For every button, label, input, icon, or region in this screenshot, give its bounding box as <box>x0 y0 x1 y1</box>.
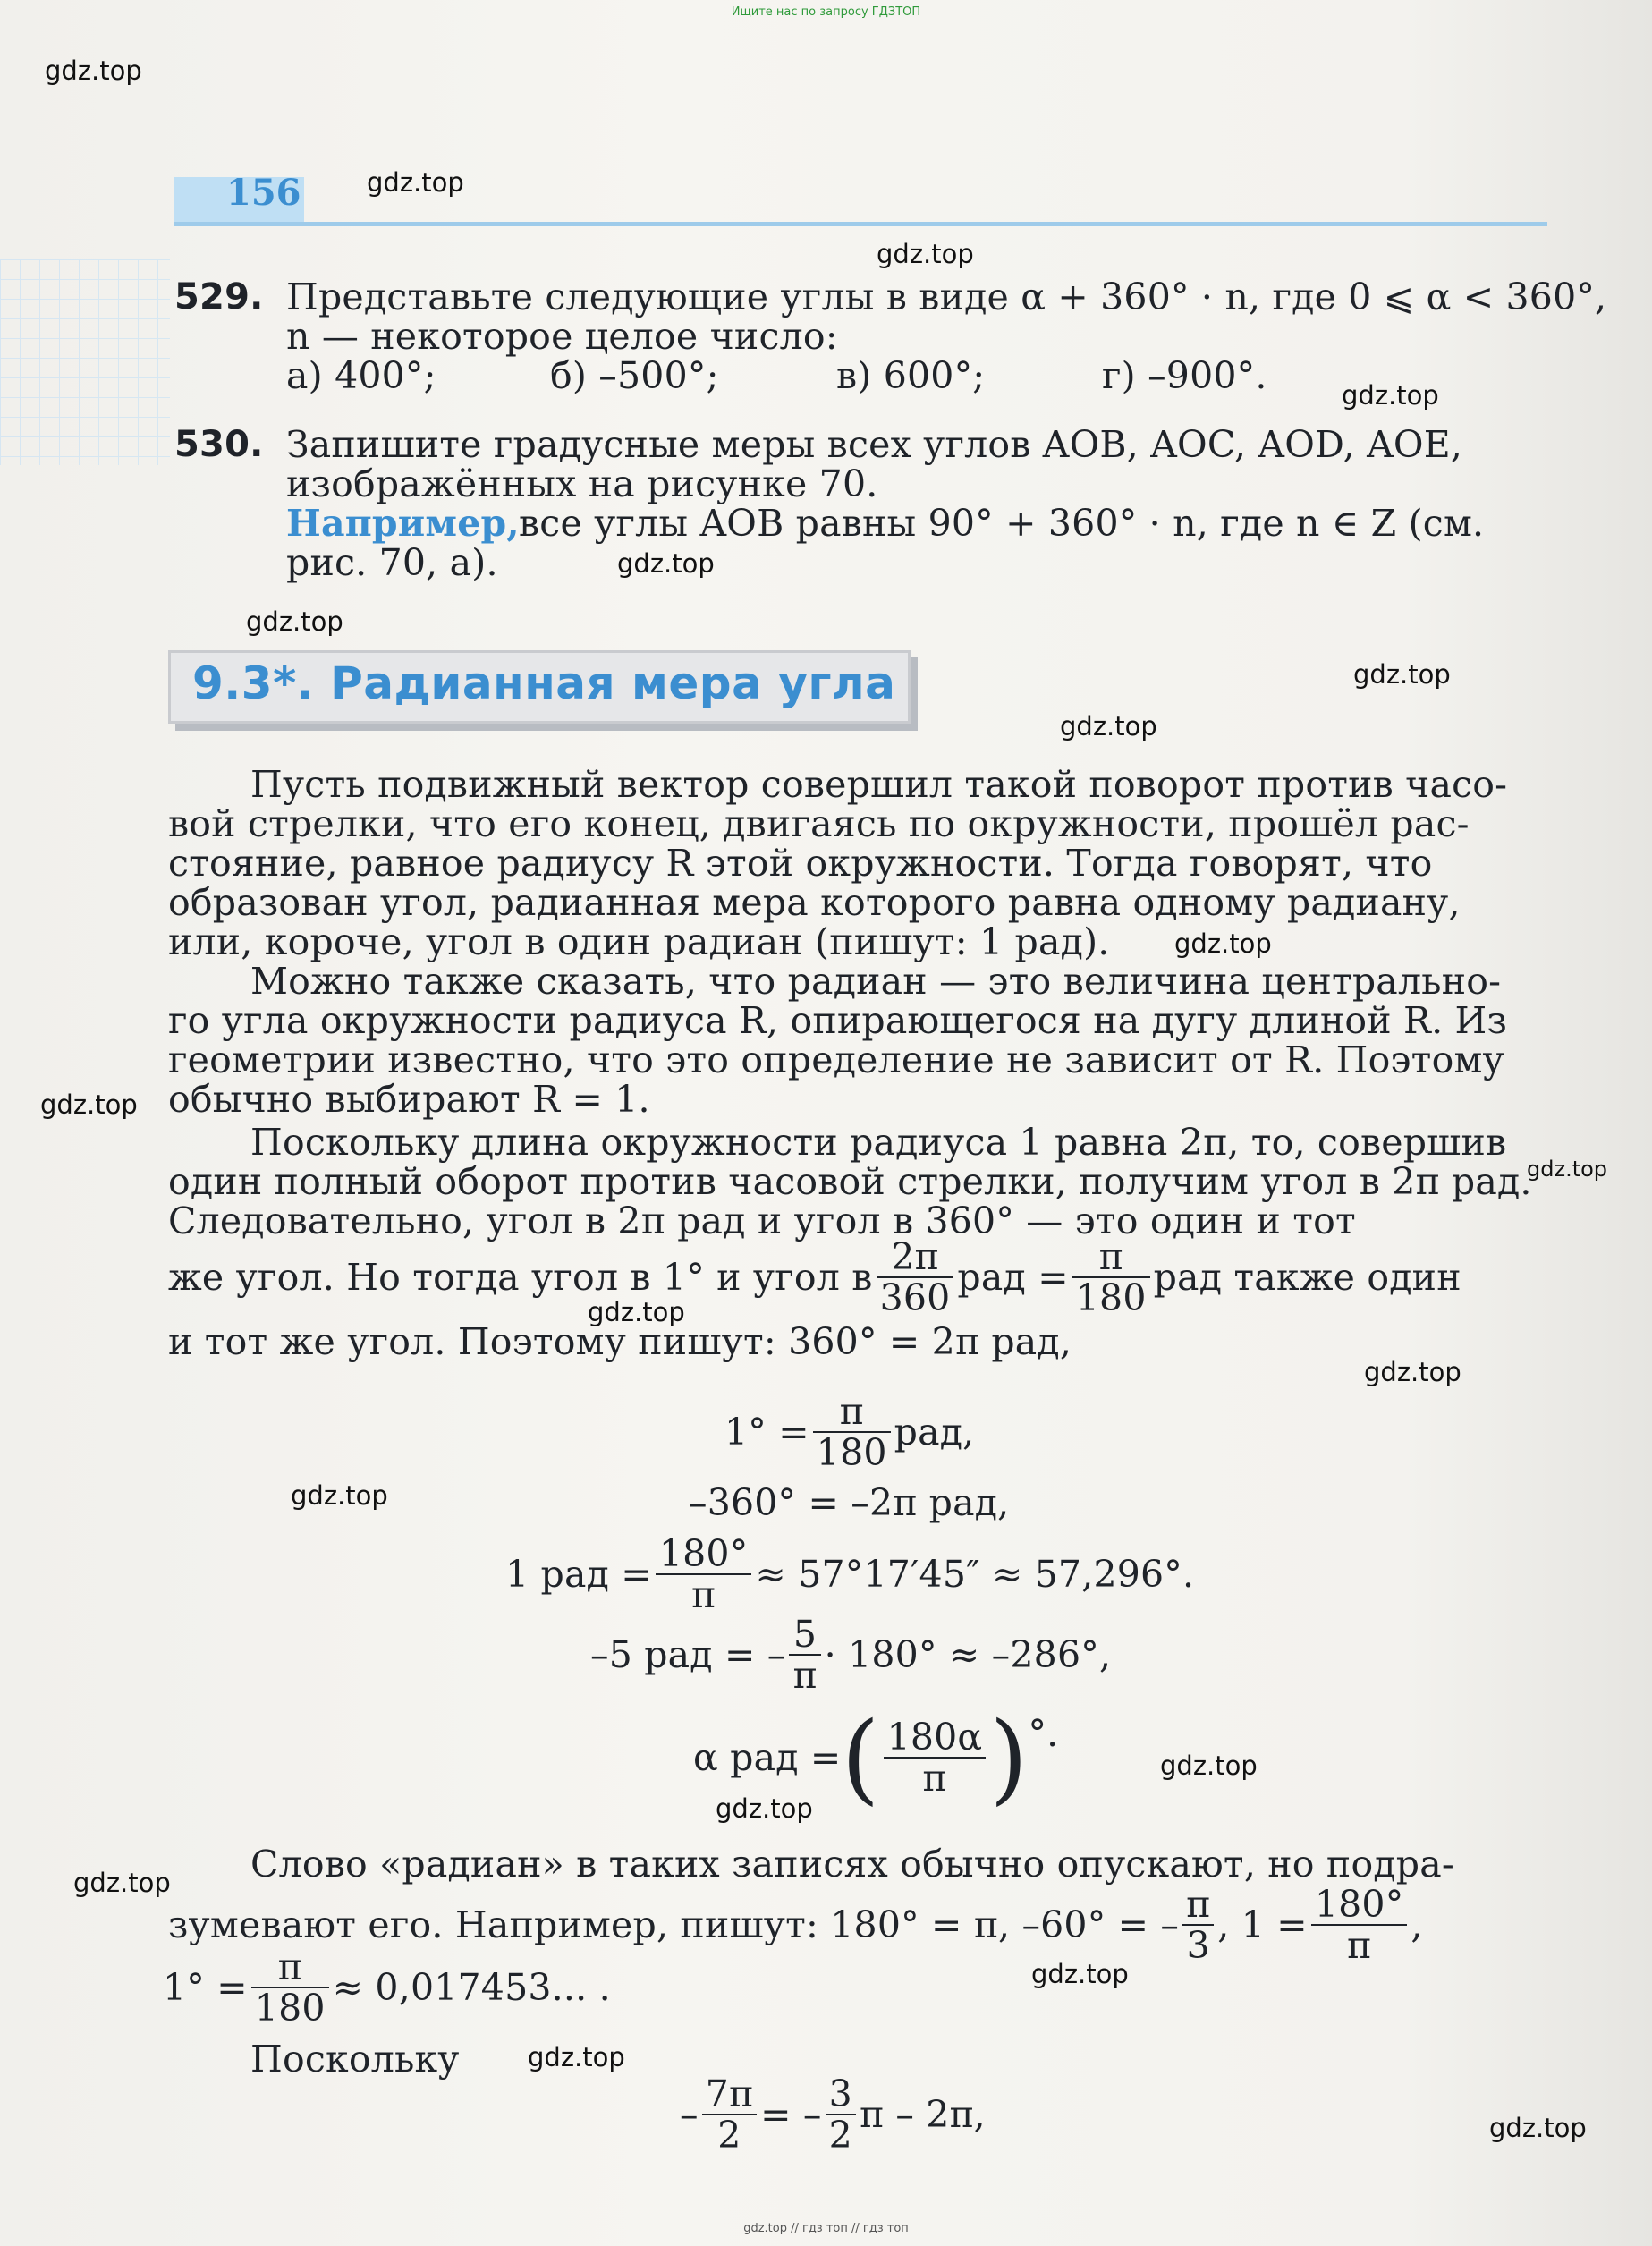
p1-line5: или, короче, угол в один радиан (пишут: 1 рад). <box>168 920 1110 963</box>
p4-line3: 1° = $\frac{\pi}{180}$ ≈ 0,017453... . <box>163 1945 611 2030</box>
watermark: gdz.top <box>73 1868 171 1898</box>
page-number: 156 <box>226 172 301 214</box>
watermark: gdz.top <box>716 1793 813 1824</box>
watermark: gdz.top <box>1342 380 1439 411</box>
watermark: gdz.top <box>1174 928 1272 959</box>
fraction-5-pi: $\frac{5}{\pi}$ <box>789 1615 820 1695</box>
watermark: gdz.top <box>1160 1750 1258 1781</box>
p3-line5: и тот же угол. Поэтому пишут: 360° = 2π рад, <box>168 1320 1072 1363</box>
fraction-pi-3: $\frac{\pi}{3}$ <box>1182 1885 1214 1965</box>
fraction-180deg-pi-2: $\frac{180^\circ}{\pi}$ <box>1311 1885 1408 1965</box>
p3-line4-mid: рад = <box>957 1256 1069 1299</box>
watermark: gdz.top <box>1353 659 1451 690</box>
formula-1: 1° = $\frac{\pi}{180}$ рад, <box>724 1390 975 1474</box>
formula-3: 1 рад = $\frac{180^\circ}{\pi}$ ≈ 57°17′45″ ≈ 57,296°. <box>505 1532 1195 1616</box>
exercise-529-line1: Представьте следующие углы в виде α + 360° · n, где 0 ⩽ α < 360°, <box>286 275 1607 318</box>
fraction-pi-180-p4: $\frac{\pi}{180}$ <box>251 1947 329 2028</box>
watermark: gdz.top <box>877 239 974 269</box>
p3-line1: Поскольку длина окружности радиуса 1 равна 2π, то, совершив <box>250 1121 1507 1164</box>
p2-line4: обычно выбирают R = 1. <box>168 1078 650 1121</box>
fraction-pi-180-f1: $\frac{\pi}{180}$ <box>813 1392 891 1472</box>
left-paren: ( <box>841 1700 880 1815</box>
exercise-530-number: 530. <box>174 424 264 465</box>
p1-line2: вой стрелки, что его конец, двигаясь по окружности, прошёл рас- <box>168 802 1470 845</box>
exercise-529-option-b: б) –500°; <box>550 354 719 397</box>
watermark: gdz.top <box>617 548 715 579</box>
p2-line3: геометрии известно, что это определение не зависит от R. Поэтому <box>168 1038 1504 1081</box>
exercise-529-number: 529. <box>174 276 264 318</box>
top-note: Ищите нас по запросу ГДЗТОП <box>731 5 921 19</box>
background-grid <box>0 259 170 465</box>
exercise-529-option-d: г) –900°. <box>1102 354 1267 397</box>
bottom-note: gdz.top // гдз топ // гдз топ <box>743 2222 909 2235</box>
p3-line4 <box>168 1234 1461 1320</box>
exercise-529-option-c: в) 600°; <box>836 354 986 397</box>
p3-line4-start: же угол. Но тогда угол в 1° и угол в <box>168 1256 873 1299</box>
right-paren: ) <box>989 1700 1029 1815</box>
p1-line3: стояние, равное радиусу R этой окружности. Тогда говорят, что <box>168 842 1433 885</box>
exercise-529-option-a: а) 400°; <box>286 354 436 397</box>
fraction-pi-180: $\frac{\pi}{180}$ <box>1072 1237 1150 1318</box>
formula-2: –360° = –2π рад, <box>689 1481 1010 1524</box>
exercise-530-line4: рис. 70, а). <box>286 541 498 584</box>
p5-start: Поскольку <box>250 2038 460 2081</box>
watermark: gdz.top <box>1527 1157 1608 1182</box>
p3-line2: один полный оборот против часовой стрелки, получим угол в 2π рад. <box>168 1160 1532 1203</box>
exercise-529-line2: n — некоторое целое число: <box>286 315 838 358</box>
fraction-180deg-pi: $\frac{180^\circ}{\pi}$ <box>656 1534 752 1615</box>
exercise-530-line1: Запишите градусные меры всех углов AOB, AOC, AOD, AOE, <box>286 423 1463 466</box>
p3-line4-end: рад также один <box>1153 1256 1461 1299</box>
p1-line1: Пусть подвижный вектор совершил такой поворот против часо- <box>250 763 1508 806</box>
p2-line1: Можно также сказать, что радиан — это величина центрально- <box>250 960 1502 1003</box>
watermark: gdz.top <box>45 55 142 86</box>
watermark: gdz.top <box>588 1297 685 1327</box>
watermark: gdz.top <box>367 167 464 198</box>
p5-equation: – $\frac{7\pi}{2}$ = – $\frac{3}{2}$ π – 2π, <box>680 2072 986 2157</box>
watermark: gdz.top <box>1060 711 1157 742</box>
p4-line1: Слово «радиан» в таких записях обычно опускают, но подра- <box>250 1843 1454 1886</box>
watermark: gdz.top <box>1489 2113 1587 2143</box>
p3-line3: Следовательно, угол в 2π рад и угол в 360° — это один и тот <box>168 1199 1356 1242</box>
fraction-7pi-2: $\frac{7\pi}{2}$ <box>702 2074 757 2155</box>
formula-5: α рад = ( $\frac{180\alpha}{\pi}$ ) °. <box>693 1700 1059 1815</box>
watermark: gdz.top <box>1031 1959 1129 1989</box>
watermark: gdz.top <box>246 606 343 637</box>
formula-4: –5 рад = – $\frac{5}{\pi}$ · 180° ≈ –286°, <box>590 1613 1112 1697</box>
watermark: gdz.top <box>40 1089 138 1120</box>
watermark: gdz.top <box>528 2042 625 2072</box>
fraction-180alpha-pi: $\frac{180\alpha}{\pi}$ <box>884 1717 987 1798</box>
p2-line2: го угла окружности радиуса R, опирающегося на дугу длиной R. Из <box>168 999 1508 1042</box>
fraction-2pi-360: $\frac{2\pi}{360}$ <box>877 1237 954 1318</box>
header-line <box>174 222 1547 226</box>
p4-line2: зумевают его. Например, пишут: 180° = π, –60° = – $\frac{\pi}{3}$ , 1 = $\frac{180^\circ}{\pi}$ , <box>168 1883 1423 1967</box>
watermark: gdz.top <box>291 1480 388 1511</box>
watermark: gdz.top <box>1364 1357 1461 1387</box>
exercise-530-example-label: Например, <box>286 502 520 545</box>
p1-line4: образован угол, радианная мера которого равна одному радиану, <box>168 881 1461 924</box>
fraction-3-2: $\frac{3}{2}$ <box>826 2074 856 2155</box>
section-title: 9.3*. Радианная мера угла <box>192 657 896 709</box>
exercise-530-line2: изображённых на рисунке 70. <box>286 462 878 505</box>
exercise-530-line3: все углы AOB равны 90° + 360° · n, где n ∈ Z (см. <box>519 502 1485 545</box>
